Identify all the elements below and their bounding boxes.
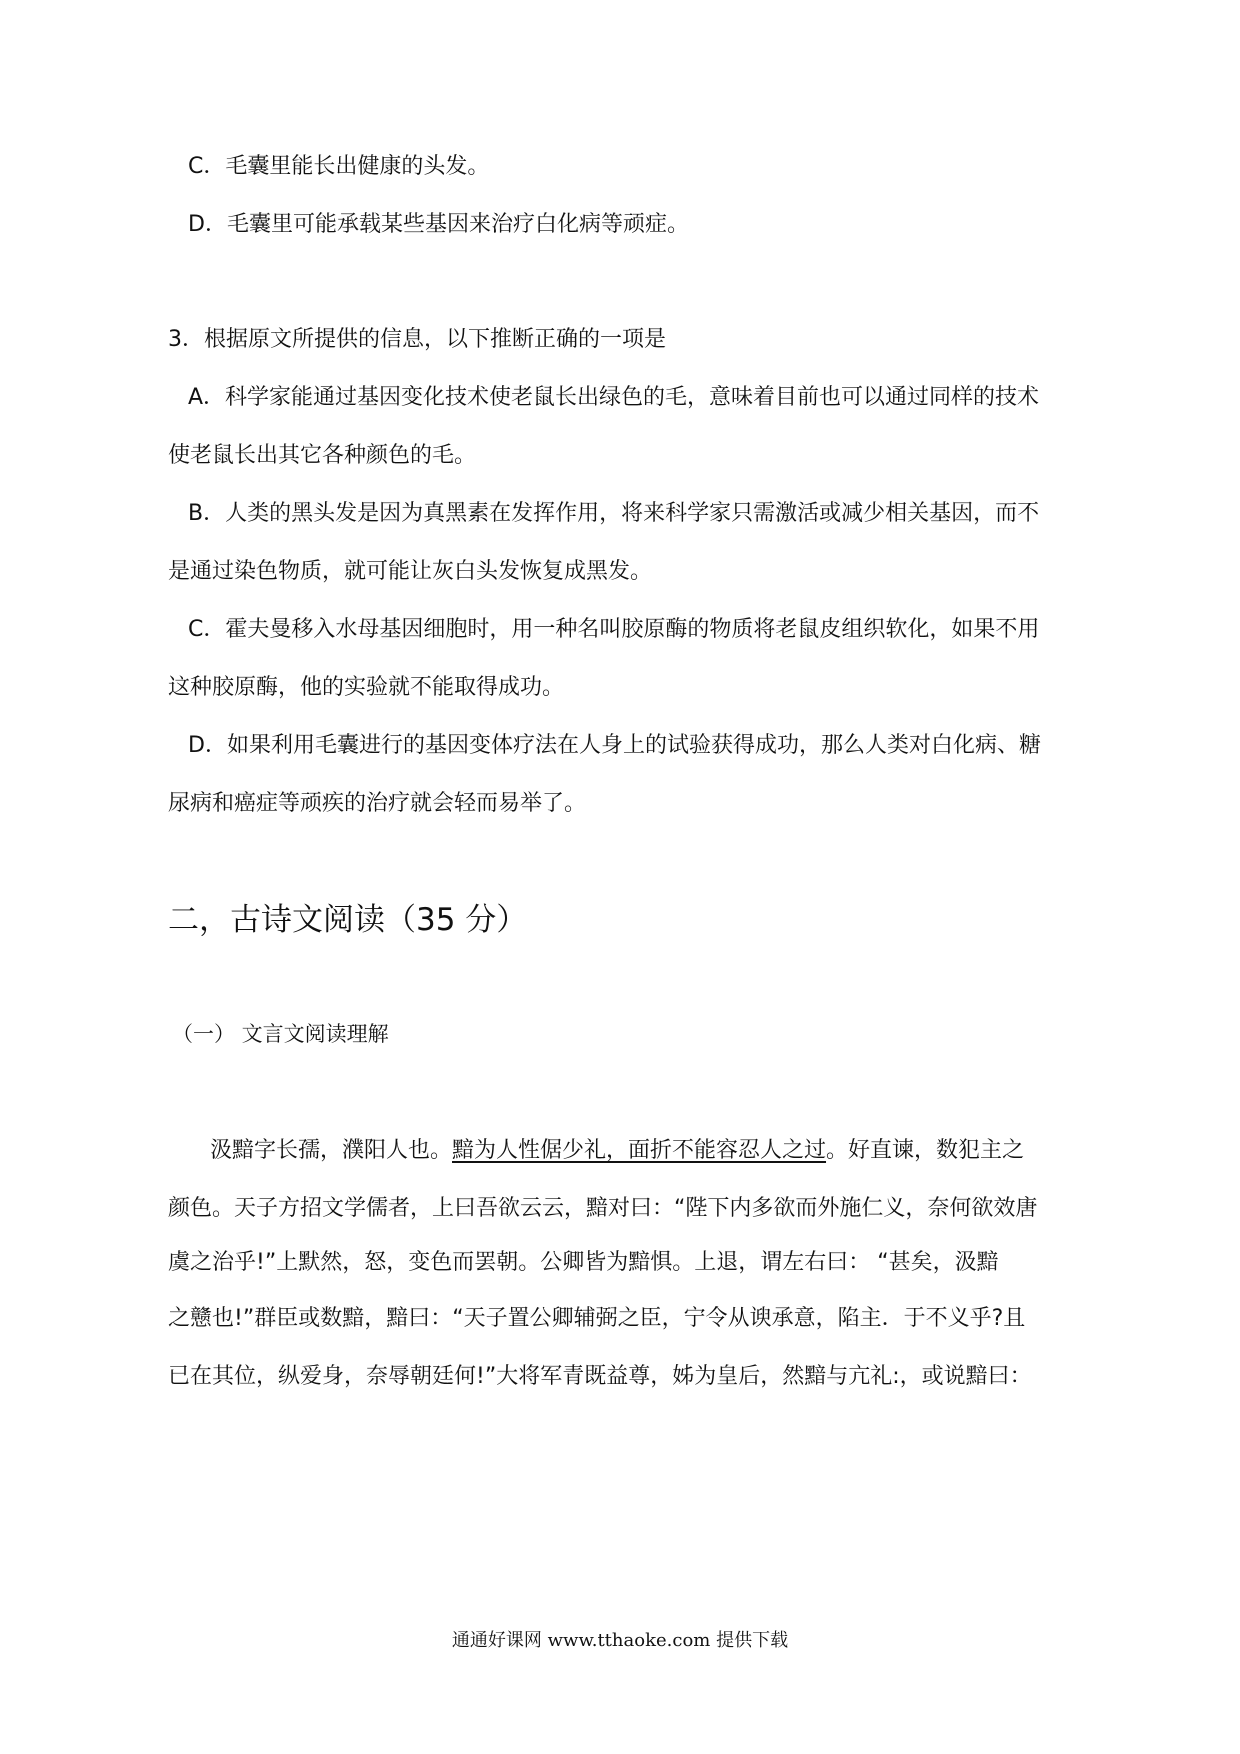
question-3-option-d-line1: D．如果利用毛囊进行的基因变体疗法在人身上的试验获得成功，那么人类对白化病、糖	[188, 733, 1041, 758]
question-3-option-c-line2: 这种胶原酶，他的实验就不能取得成功。	[168, 675, 565, 700]
passage-line-1-post: 。好直谏，数犯主之	[826, 1138, 1025, 1163]
question-3-option-b-line2: 是通过染色物质，就可能让灰白头发恢复成黑发。	[168, 559, 653, 584]
passage-line-4: 之戆也!”群臣或数黯，黯曰：“天子置公卿辅弼之臣，宁令从谀承意，陷主．于不义乎?且	[168, 1306, 1026, 1331]
passage-line-5: 已在其位，纵爱身，奈辱朝廷何!”大将军青既益尊，姊为皇后，然黯与亢礼:，或说黯曰：	[168, 1364, 1032, 1389]
passage-line-3: 虞之治乎!”上默然，怒，变色而罢朝。公卿皆为黯惧。上退，谓左右曰： “甚矣，汲黯	[168, 1250, 999, 1275]
passage-line-2: 颜色。天子方招文学儒者，上曰吾欲云云，黯对曰：“陛下内多欲而外施仁义，奈何欲效唐	[168, 1196, 1038, 1221]
question-3-option-b-line1: B．人类的黑头发是因为真黑素在发挥作用，将来科学家只需激活或减少相关基因，而不	[188, 501, 1040, 526]
question-3-stem: 3．根据原文所提供的信息，以下推断正确的一项是	[168, 327, 666, 352]
subsection-1-title: （一） 文言文阅读理解	[172, 1022, 389, 1046]
question-3-option-d-line2: 尿病和癌症等顽疾的治疗就会轻而易举了。	[168, 791, 587, 816]
passage-line-1-pre: 汲黯字长孺，濮阳人也。	[210, 1138, 453, 1163]
footer-source: 通通好课网 www.tthaoke.com 提供下载	[451, 1630, 789, 1651]
option-c: C．毛囊里能长出健康的头发。	[188, 154, 490, 179]
question-3-option-a-line1: A．科学家能通过基因变化技术使老鼠长出绿色的毛，意味着目前也可以通过同样的技术	[188, 385, 1040, 410]
question-3-option-a-line2: 使老鼠长出其它各种颜色的毛。	[168, 443, 477, 468]
passage-underlined-sentence: 黯为人性倨少礼，面折不能容忍人之过	[452, 1138, 827, 1163]
option-d: D．毛囊里可能承载某些基因来治疗白化病等顽症。	[188, 212, 689, 237]
question-3-option-c-line1: C．霍夫曼移入水母基因细胞时，用一种名叫胶原酶的物质将老鼠皮组织软化，如果不用	[188, 617, 1040, 642]
passage-line-1	[210, 1136, 1024, 1166]
section-2-title: 二，古诗文阅读（35 分）	[168, 902, 528, 938]
